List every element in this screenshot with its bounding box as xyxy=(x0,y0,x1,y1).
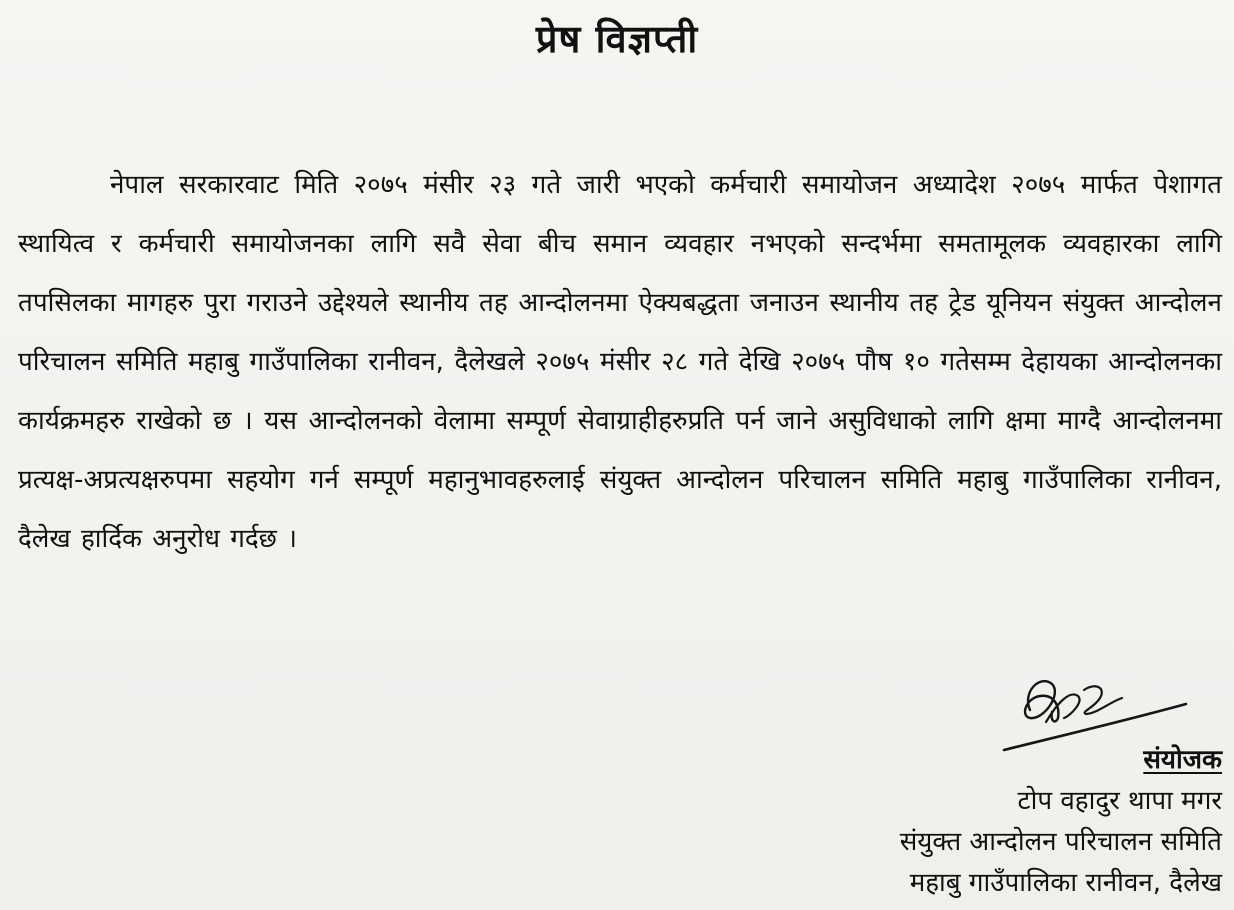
signatory-address: महाबु गाउँपालिका रानीवन, दैलेख xyxy=(909,868,1222,898)
signatory-block xyxy=(662,740,1222,904)
press-release-body: नेपाल सरकारवाट मिति २०७५ मंसीर २३ गते जारी भएको कर्मचारी समायोजन अध्यादेश २०७५ मार्फत पेशागत स्थायित्व र कर्मचारी समायोजनका लागि सवै सेवा बीच समान व्यवहार नभएको सन्दर्भमा समतामूलक व्यवहारका लागि तपसिलका मागहरु पुरा गराउने उद्देश्यले स्थानीय तह आन्दोलनमा ऐक्यबद्धता जनाउन स्थानीय तह ट्रेड यूनियन संयुक्त आन्दोलन परिचालन समिति महाबु गाउँपालिका रानीवन, दैलेखले २०७५ मंसीर २८ गते देखि २०७५ पौष १० गतेसम्म देहायका आन्दोलनका कार्यक्रमहरु राखेको छ । यस आन्दोलनको वेलामा सम्पूर्ण सेवाग्राहीहरुप्रति पर्न जाने असुविधाको लागि क्षमा माग्दै आन्दोलनमा प्रत्यक्ष-अप्रत्यक्षरुपमा सहयोग गर्न सम्पूर्ण महानुभावहरुलाई संयुक्त आन्दोलन परिचालन समिति महाबु गाउँपालिका रानीवन, दैलेख हार्दिक अनुरोध गर्दछ । xyxy=(18,170,1222,554)
signatory-name: टोप वहादुर थापा मगर xyxy=(1017,786,1222,816)
document-title: प्रेष विज्ञप्ती xyxy=(535,17,699,61)
signatory-role: संयोजक xyxy=(1143,745,1222,775)
signatory-committee: संयुक्त आन्दोलन परिचालन समिति xyxy=(899,827,1222,857)
